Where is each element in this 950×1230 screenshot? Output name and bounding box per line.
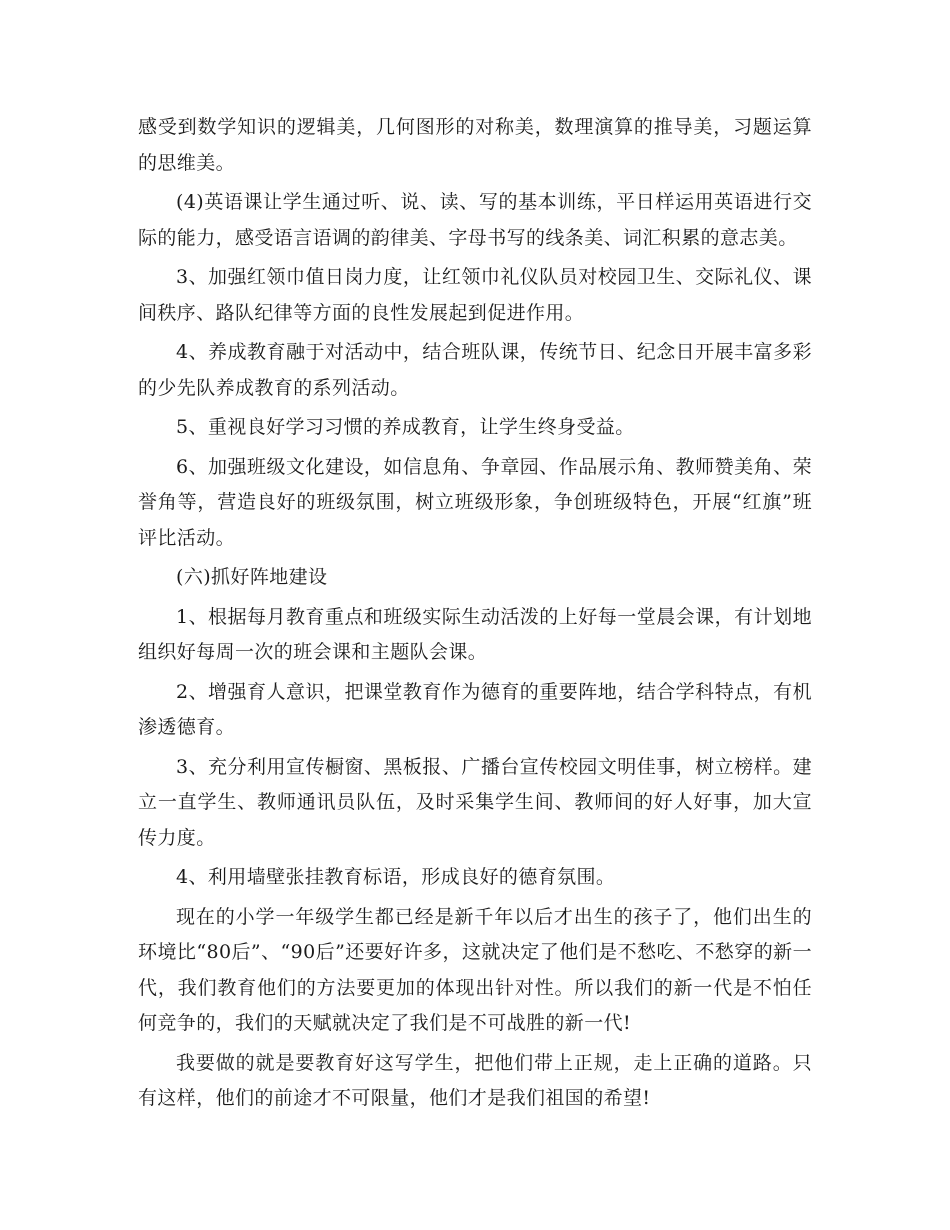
paragraph: 5、重视良好学习习惯的养成教育，让学生终身受益。 [176,416,635,438]
paragraph: 我要做的就是要教育好这写学生，把他们带上正规，走上正确的道路。只有这样，他们的前途才不可限量，他们才是我们祖国的希望! [138,1051,812,1109]
paragraph: 3、加强红领巾值日岗力度，让红领巾礼仪队员对校园卫生、交际礼仪、课间秩序、路队纪律等方面的良性发展起到促进作用。 [138,266,812,324]
paragraph: 3、充分利用宣传橱窗、黑板报、广播台宣传校园文明佳事，树立榜样。建立一直学生、教师通讯员队伍，及时采集学生间、教师间的好人好事，加大宣传力度。 [138,755,812,849]
paragraph: (4)英语课让学生通过听、说、读、写的基本训练，平日样运用英语进行交际的能力，感受语言语调的韵律美、字母书写的线条美、词汇积累的意志美。 [138,191,812,249]
paragraph: 2、增强育人意识，把课堂教育作为德育的重要阵地，结合学科特点，有机渗透德育。 [138,680,812,738]
section-heading: (六)抓好阵地建设 [176,566,328,588]
paragraph: 4、养成教育融于对活动中，结合班队课，传统节日、纪念日开展丰富多彩的少先队养成教育的系列活动。 [138,341,812,399]
paragraph: 6、加强班级文化建设，如信息角、争章园、作品展示角、教师赞美角、荣誉角等，营造良好的班级氛围，树立班级形象，争创班级特色，开展“红旗”班评比活动。 [138,455,812,549]
paragraph: 4、利用墙壁张挂教育标语，形成良好的德育氛围。 [176,866,616,888]
document-body [138,110,812,1121]
paragraph: 1、根据每月教育重点和班级实际生动活泼的上好每一堂晨会课，有计划地组织好每周一次的班会课和主题队会课。 [138,605,812,663]
paragraph: 现在的小学一年级学生都已经是新千年以后才出生的孩子了，他们出生的环境比“80后”、“90后”还要好许多，这就决定了他们是不愁吃、不愁穿的新一代，我们教育他们的方法要更加的体现出针对性。所以我们的新一代是不怕任何竞争的，我们的天赋就决定了我们是不可战胜的新一代! [138,905,812,1034]
paragraph: 感受到数学知识的逻辑美，几何图形的对称美，数理演算的推导美，习题运算的思维美。 [138,116,812,174]
